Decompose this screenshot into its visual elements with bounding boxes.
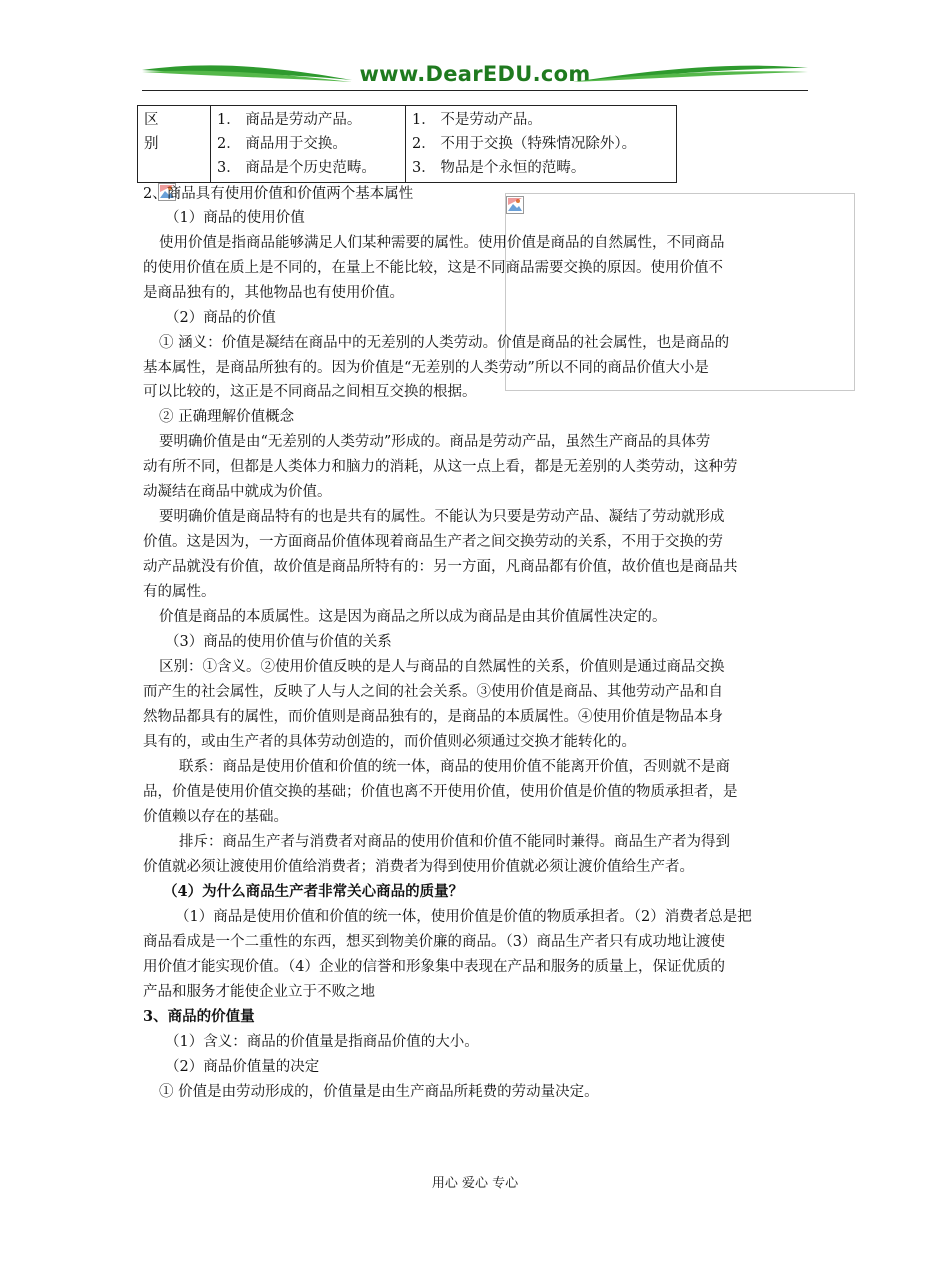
site-name: www.DearEDU.com: [359, 62, 591, 86]
paragraph-line: 基本属性，是商品所独有的。因为价值是“无差别的人类劳动”所以不同的商品价值大小是: [143, 360, 709, 376]
subheading: （2）商品的价值: [165, 310, 276, 326]
section-heading: 3、商品的价值量: [143, 1008, 255, 1025]
subheading: （3）商品的使用价值与价值的关系: [165, 634, 392, 650]
paragraph-line: 排斥：商品生产者与消费者对商品的使用价值和价值不能同时兼得。商品生产者为得到: [179, 834, 730, 850]
paragraph-line: 区别：①含义。②使用价值反映的是人与商品的自然属性的关系，价值则是通过商品交换: [159, 659, 725, 675]
paragraph-line: 然物品都具有的属性，而价值则是商品独有的，是商品的本质属性。④使用价值是物品本身: [143, 709, 723, 725]
table-cell-commodity: [211, 106, 406, 183]
paragraph-line: 价值赖以存在的基础。: [143, 809, 288, 825]
subheading: （2）商品价值量的决定: [165, 1059, 320, 1075]
paragraph-line: 商品看成是一个二重性的东西，想买到物美价廉的商品。（3）商品生产者只有成功地让渡使: [143, 934, 725, 950]
subheading: （1）商品的使用价值: [165, 210, 305, 226]
paragraph-line: （1）含义：商品的价值量是指商品价值的大小。: [165, 1034, 479, 1050]
paragraph-line: 产品和服务才能使企业立于不败之地: [143, 984, 375, 1000]
subheading: （4）为什么商品生产者非常关心商品的质量？: [163, 883, 464, 900]
paragraph-line: 而产生的社会属性，反映了人与人之间的社会关系。③使用价值是商品、其他劳动产品和自: [143, 684, 723, 700]
paragraph-line: 价值就必须让渡使用价值给消费者；消费者为得到使用价值就必须让渡价值给生产者。: [143, 859, 694, 875]
subheading: ② 正确理解价值概念: [159, 409, 295, 425]
cell-line: 2． 不用于交换（特殊情况除外）。: [412, 136, 637, 152]
paragraph-line: ① 价值是由劳动形成的，价值量是由生产商品所耗费的劳动量决定。: [159, 1084, 599, 1100]
section-heading: 2、商品具有使用价值和价值两个基本属性: [143, 186, 414, 202]
paragraph-line: 用价值才能实现价值。（4）企业的信誉和形象集中表现在产品和服务的质量上，保证优质的: [143, 959, 725, 975]
broken-image-icon: [506, 196, 524, 214]
paragraph-line: 品，价值是使用价值交换的基础；价值也离不开使用价值，使用价值是价值的物质承担者，是: [143, 784, 738, 800]
paragraph-line: 可以比较的，这正是不同商品之间相互交换的根据。: [143, 384, 477, 400]
cell-line: 2． 商品用于交换。: [217, 136, 347, 152]
paragraph-line: 联系：商品是使用价值和价值的统一体，商品的使用价值不能离开价值，否则就不是商: [179, 759, 730, 775]
paragraph-line: ① 涵义：价值是凝结在商品中的无差别的人类劳动。价值是商品的社会属性，也是商品的: [159, 335, 730, 351]
paragraph-line: 的使用价值在质上是不同的，在量上不能比较，这是不同商品需要交换的原因。使用价值不: [143, 260, 723, 276]
table-row: [138, 106, 677, 183]
cell-line: 1． 商品是劳动产品。: [217, 112, 362, 128]
comparison-table: [137, 105, 677, 183]
header-rule: [142, 90, 808, 91]
paragraph-line: 价值是商品的本质属性。这是因为商品之所以成为商品是由其价值属性决定的。: [159, 609, 667, 625]
cell-line: 3． 商品是个历史范畴。: [217, 160, 376, 176]
paragraph-line: 要明确价值是由“无差别的人类劳动”形成的。商品是劳动产品，虽然生产商品的具体劳: [159, 434, 711, 450]
header-banner: [142, 60, 808, 94]
paragraph-line: 使用价值是指商品能够满足人们某种需要的属性。使用价值是商品的自然属性，不同商品: [159, 235, 725, 251]
paragraph-line: 要明确价值是商品特有的也是共有的属性。不能认为只要是劳动产品、凝结了劳动就形成: [159, 509, 725, 525]
paragraph-line: 动有所不同，但都是人类体力和脑力的消耗，从这一点上看，都是无差别的人类劳动，这种劳: [143, 459, 738, 475]
paragraph-line: （1）商品是使用价值和价值的统一体，使用价值是价值的物质承担者。（2）消费者总是把: [175, 909, 752, 925]
right-swoosh-icon: [573, 60, 808, 86]
paragraph-line: 是商品独有的，其他物品也有使用价值。: [143, 285, 404, 301]
cell-line: 1． 不是劳动产品。: [412, 112, 542, 128]
table-row-label: 区别: [138, 106, 211, 183]
paragraph-line: 有的属性。: [143, 584, 216, 600]
cell-line: 3． 物品是个永恒的范畴。: [412, 160, 586, 176]
table-cell-object: [406, 106, 677, 183]
paragraph-line: 价值。这是因为，一方面商品价值体现着商品生产者之间交换劳动的关系，不用于交换的劳: [143, 534, 723, 550]
paragraph-line: 动产品就没有价值，故价值是商品所特有的：另一方面，凡商品都有价值，故价值也是商品共: [143, 559, 738, 575]
paragraph-line: 具有的，或由生产者的具体劳动创造的，而价值则必须通过交换才能转化的。: [143, 734, 636, 750]
page-footer: 用心 爱心 专心: [431, 1176, 519, 1191]
paragraph-line: 动凝结在商品中就成为价值。: [143, 484, 332, 500]
